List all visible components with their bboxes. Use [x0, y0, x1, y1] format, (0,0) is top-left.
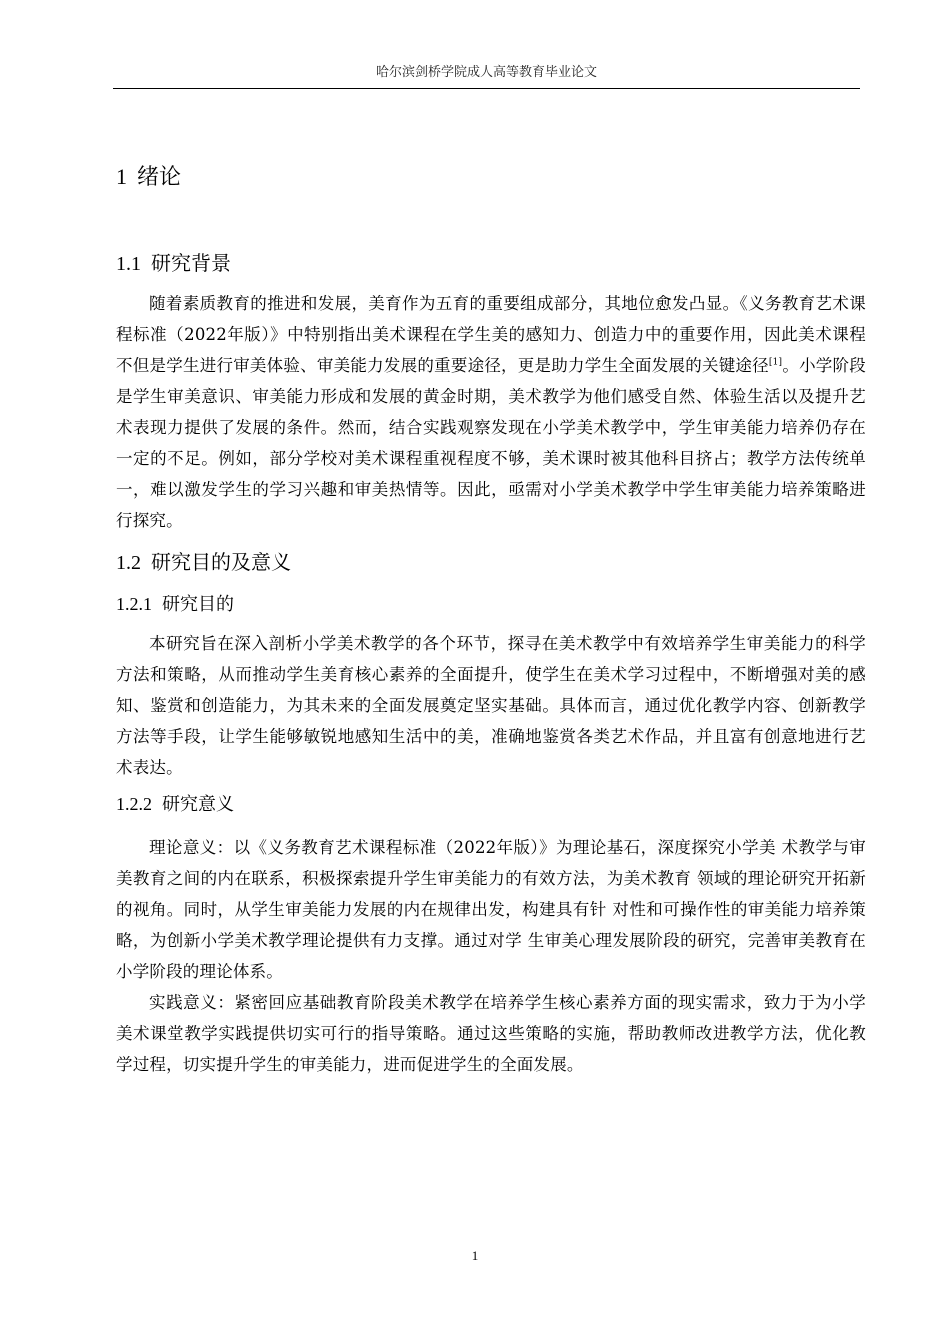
- subsection-number: 1.2.1: [116, 594, 152, 614]
- chapter-number: 1: [116, 164, 127, 189]
- subsection-number: 1.2.2: [116, 794, 152, 814]
- background-text-part1: 随着素质教育的推进和发展，美育作为五育的重要组成部分，其地位愈发凸显。《义务教育艺术课程标准（2022年版）》中特别指出美术课程在学生美的感知力、创造力中的重要作用，因此美术课程不但是学生进行审美体验、审美能力发展的重要途径，更是助力学生全面发展的关键途径: [116, 294, 866, 375]
- section-heading-1-1: [116, 249, 866, 278]
- running-title: 哈尔滨剑桥学院成人高等教育毕业论文: [375, 65, 597, 80]
- citation-marker: [1]: [768, 357, 783, 368]
- background-paragraph: [116, 288, 866, 536]
- section-heading-1-2: [116, 548, 866, 577]
- subsection-title: 研究意义: [162, 794, 234, 815]
- page-number: 1: [471, 1248, 479, 1263]
- purpose-paragraph: 本研究旨在深入剖析小学美术教学的各个环节，探寻在美术教学中有效培养学生审美能力的科学方法和策略，从而推动学生美育核心素养的全面提升，使学生在美术学习过程中，不断增强对美的感知、鉴赏和创造能力，为其未来的全面发展奠定坚实基础。具体而言，通过优化教学内容、创新教学方法等手段，让学生能够敏锐地感知生活中的美，准确地鉴赏各类艺术作品，并且富有创意地进行艺术表达。: [116, 634, 866, 777]
- subsection-heading-1-2-2: [116, 791, 866, 818]
- page-content: [116, 150, 866, 1080]
- chapter-title: 绪论: [137, 165, 182, 190]
- section-title: 研究背景: [151, 251, 231, 275]
- background-text-part2: 。小学阶段是学生审美意识、审美能力形成和发展的黄金时期，美术教学为他们感受自然、体验生活以及提升艺术表现力提供了发展的条件。然而，结合实践观察发现在小学美术教学中，学生审美能力培养仍存在一定的不足。例如，部分学校对美术课程重视程度不够，美术课时被其他科目挤占；教学方法传统单一，难以激发学生的学习兴趣和审美热情等。因此，亟需对小学美术教学中学生审美能力培养策略进行探究。: [116, 356, 866, 530]
- running-header: [113, 64, 860, 89]
- subsection-title: 研究目的: [162, 594, 234, 615]
- section-title: 研究目的及意义: [151, 550, 291, 574]
- practical-significance-paragraph: 实践意义：紧密回应基础教育阶段美术教学在培养学生核心素养方面的现实需求，致力于为小学美术课堂教学实践提供切实可行的指导策略。通过这些策略的实施，帮助教师改进教学方法，优化教学过程，切实提升学生的审美能力，进而促进学生的全面发展。: [116, 993, 866, 1074]
- theoretical-significance-paragraph: 理论意义：以《义务教育艺术课程标准（2022年版）》为理论基石，深度探究小学美 术教学与审美教育之间的内在联系，积极探索提升学生审美能力的有效方法，为美术教育 领域的理论研究开拓新的视角。同时，从学生审美能力发展的内在规律出发，构建具有针 对性和可操作性的审美能力培养策略，为创新小学美术教学理论提供有力支撑。通过对学 生审美心理发展阶段的研究，完善审美教育在小学阶段的理论体系。: [116, 838, 866, 981]
- chapter-heading: [116, 162, 866, 193]
- section-number: 1.2: [116, 552, 141, 574]
- subsection-heading-1-2-1: [116, 591, 866, 618]
- section-number: 1.1: [116, 253, 141, 275]
